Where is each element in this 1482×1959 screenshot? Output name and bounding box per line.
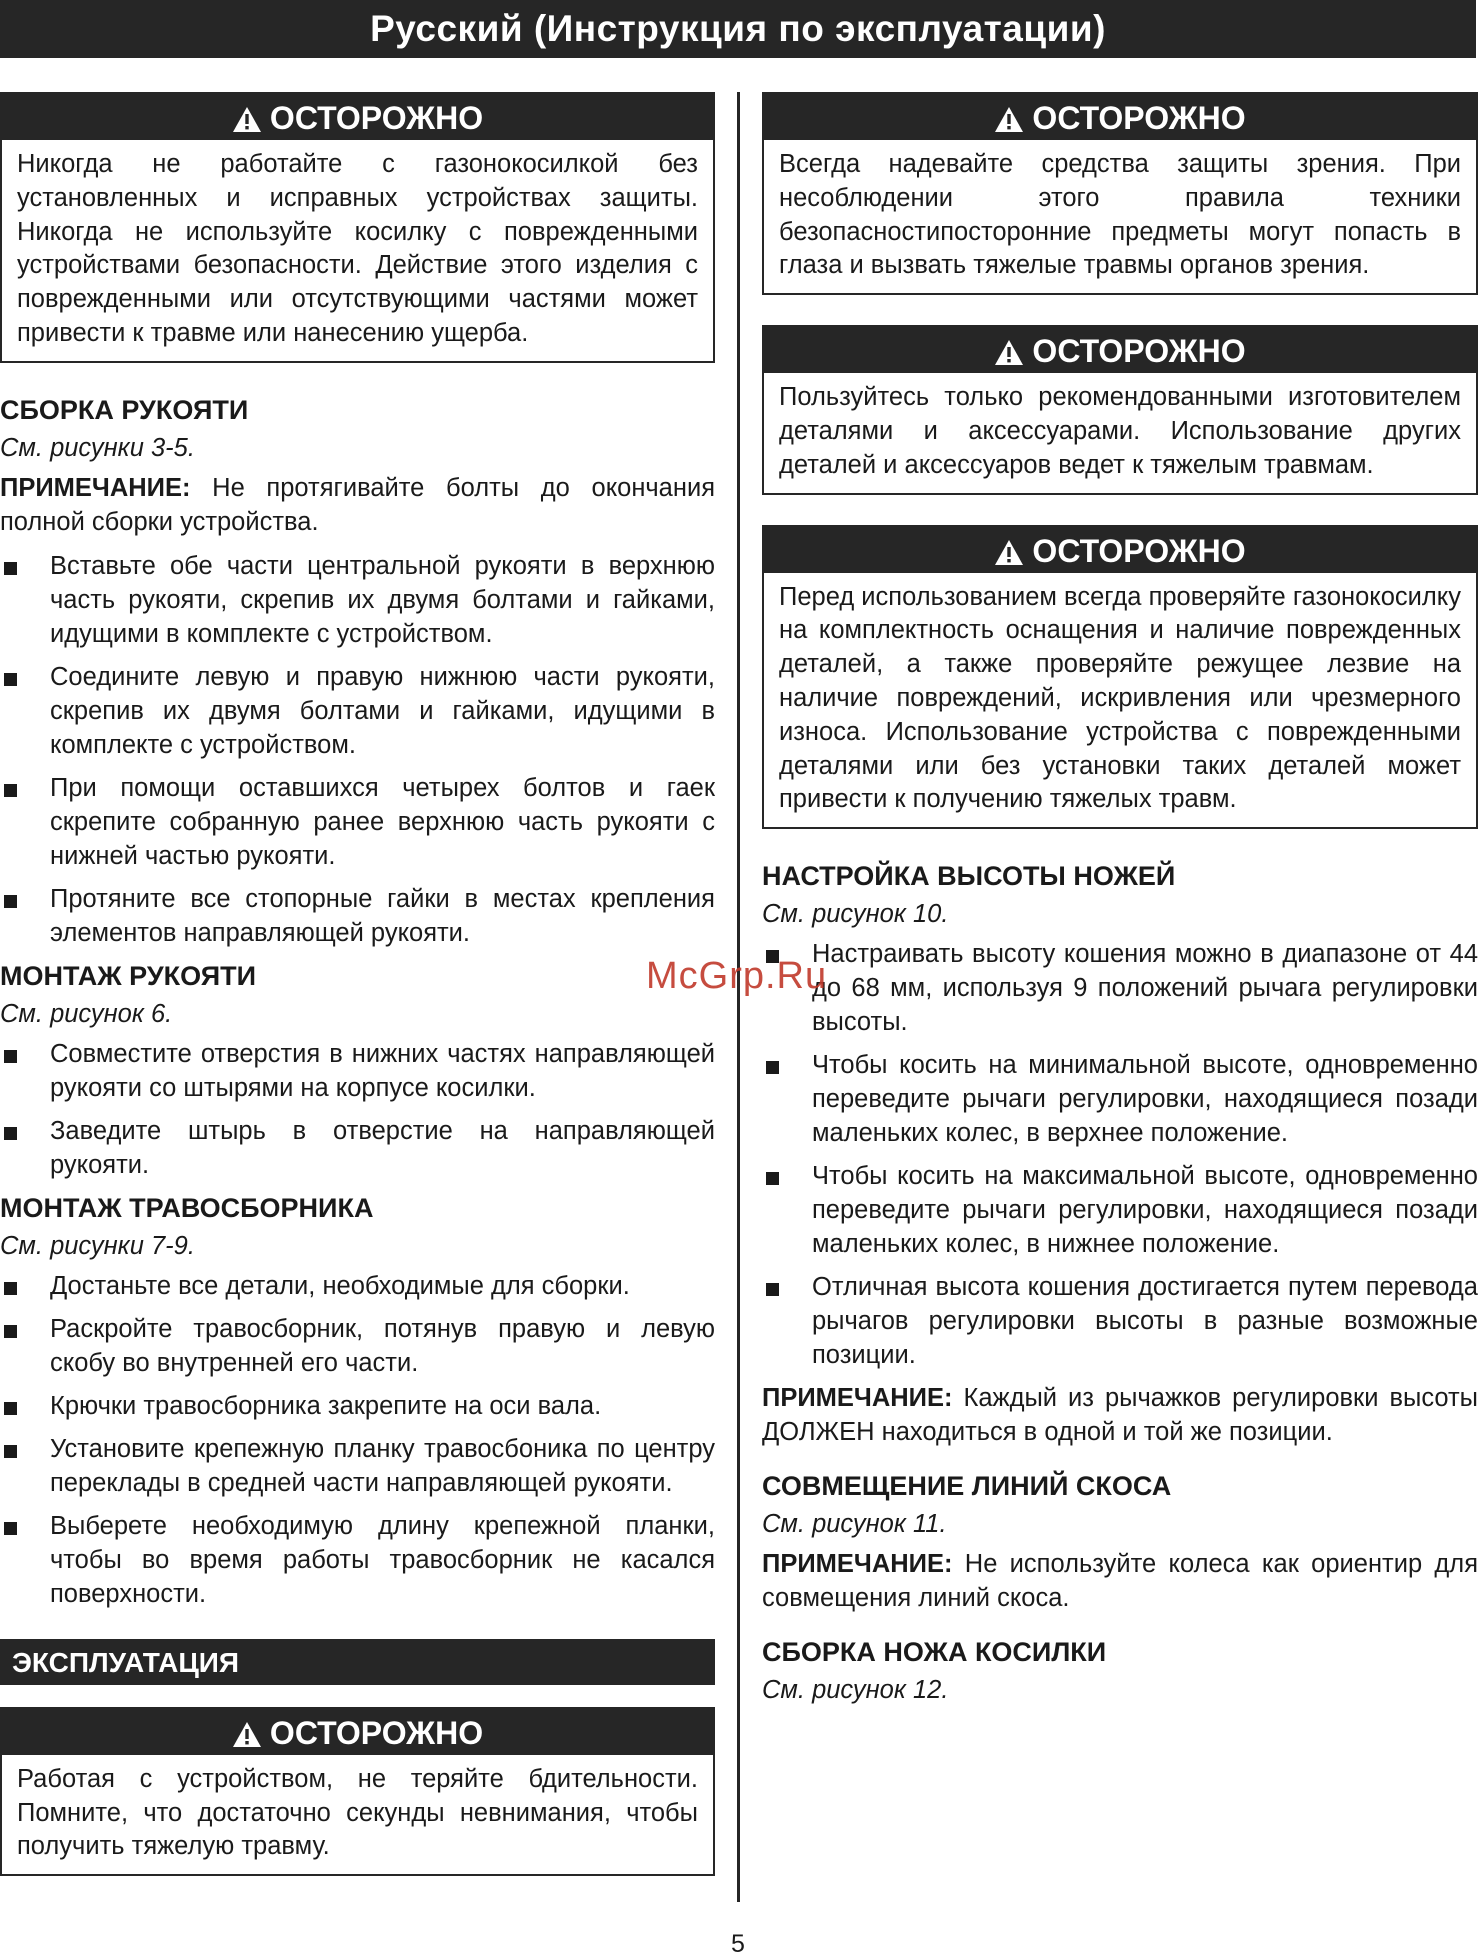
figure-reference: См. рисунки 3-5. [0, 433, 195, 462]
note-text: Не используйте колеса как ориентир для совмещения линий скоса. [762, 1550, 1478, 1613]
left-column [0, 92, 715, 1906]
note-paragraph [762, 1547, 1478, 1615]
list-item: Крючки травосборника закрепите на оси вала. [0, 1389, 715, 1423]
list-item: Совместите отверстия в нижних частях направляющей рукояти со штырями на корпусе косилки. [0, 1037, 715, 1105]
warning-label: ОСТОРОЖНО [1032, 100, 1246, 136]
square-bullet-icon [4, 1402, 17, 1415]
square-bullet-icon [766, 1172, 779, 1185]
figure-reference: См. рисунок 11. [762, 1510, 947, 1539]
list-item: Заведите штырь в отверстие на направляющей рукояти. [0, 1114, 715, 1182]
instruction-list [0, 1037, 715, 1182]
page-title: Русский (Инструкция по эксплуатации) [0, 0, 1476, 58]
square-bullet-icon [4, 1050, 17, 1063]
right-column [762, 92, 1478, 1713]
instruction-list [0, 549, 715, 950]
list-item: Раскройте травосборник, потянув правую и левую скобу во внутренней его части. [0, 1312, 715, 1380]
square-bullet-icon [4, 895, 17, 908]
section-heading-blade-assembly: СБОРКА НОЖА КОСИЛКИ [762, 1637, 1107, 1668]
square-bullet-icon [4, 1325, 17, 1338]
warning-box [762, 325, 1478, 494]
warning-text: Никогда не работайте с газонокосилкой без установленных и исправных устройствах защиты. Никогда не используйте косилку с поврежденными устройствами безопасности. Действие этого изделия с поврежденными или отсутствующими частями может привести к травме или нанесению ущерба. [17, 150, 698, 347]
list-item: При помощи оставшихся четырех болтов и гаек скрепите собранную ранее верхнюю часть рукояти с нижней частью рукояти. [0, 771, 715, 873]
note-text: Не протягивайте болты до окончания полной сборки устройства. [0, 473, 715, 536]
square-bullet-icon [4, 784, 17, 797]
list-item: Установите крепежную планку травосбоника по центру переклады в средней части направляющей рукояти. [0, 1432, 715, 1500]
note-label: ПРИМЕЧАНИЕ: [0, 473, 191, 502]
square-bullet-icon [766, 1283, 779, 1296]
warning-triangle-icon [232, 1721, 262, 1748]
section-heading-blade-height: НАСТРОЙКА ВЫСОТЫ НОЖЕЙ [762, 861, 1176, 892]
warning-triangle-icon [994, 539, 1024, 566]
warning-label: ОСТОРОЖНО [269, 100, 484, 136]
square-bullet-icon [4, 1445, 17, 1458]
note-label: ПРИМЕЧАНИЕ: [762, 1550, 953, 1579]
warning-header [2, 1709, 713, 1755]
warning-label: ОСТОРОЖНО [1032, 532, 1246, 569]
warning-header [764, 527, 1476, 573]
square-bullet-icon [4, 1522, 17, 1535]
list-item: Чтобы косить на минимальной высоте, одновременно переведите рычаги регулировки, находящиеся позади маленьких колес, в верхнее положение. [762, 1048, 1478, 1150]
warning-text: Всегда надевайте средства защиты зрения. При несоблюдении этого правила техники безопасностипосторонние предметы могут попасть в глаза и вызвать тяжелые травмы органов зрения. [779, 150, 1461, 280]
list-item: Отличная высота кошения достигается путем перевода рычагов регулировки высоты в разные возможные позиции. [762, 1270, 1478, 1372]
warning-box [762, 525, 1478, 830]
warning-box [0, 92, 715, 363]
square-bullet-icon [4, 1127, 17, 1140]
square-bullet-icon [4, 562, 17, 575]
list-item: Вставьте обе части центральной рукояти в верхнюю часть рукояти, скрепив их двумя болтами и гайками, идущими в комплекте с устройством. [0, 549, 715, 651]
figure-reference: См. рисунок 6. [0, 999, 173, 1028]
figure-reference: См. рисунки 7-9. [0, 1231, 195, 1260]
section-heading-bevel: СОВМЕЩЕНИЕ ЛИНИЙ СКОСА [762, 1471, 1172, 1502]
warning-box [0, 1707, 715, 1876]
warning-header [2, 94, 713, 140]
warning-text: Работая с устройством, не теряйте бдительности. Помните, что достаточно секунды невнимания, чтобы получить тяжелую травму. [17, 1764, 698, 1861]
figure-reference: См. рисунок 12. [762, 1676, 949, 1705]
warning-label: ОСТОРОЖНО [269, 1714, 484, 1751]
section-heading-grass-catcher: МОНТАЖ ТРАВОСБОРНИКА [0, 1192, 374, 1223]
note-text: Каждый из рычажков регулировки высоты ДОЛЖЕН находиться в одной и той же позиции. [762, 1384, 1478, 1447]
figure-reference: См. рисунок 10. [762, 900, 949, 929]
list-item: Соедините левую и правую нижнюю части рукояти, скрепив их двумя болтами и гайками, идущими в комплекте с устройством. [0, 660, 715, 762]
list-item: Достаньте все детали, необходимые для сборки. [0, 1269, 715, 1303]
note-paragraph [762, 1381, 1478, 1449]
square-bullet-icon [766, 1061, 779, 1074]
list-item: Чтобы косить на максимальной высоте, одновременно переведите рычаги регулировки, находящиеся позади маленьких колес, в нижнее положение. [762, 1159, 1478, 1261]
watermark: McGrp.Ru [646, 955, 828, 997]
square-bullet-icon [4, 1282, 17, 1295]
warning-triangle-icon [232, 106, 262, 133]
instruction-list [762, 937, 1478, 1372]
warning-label: ОСТОРОЖНО [1032, 333, 1246, 370]
note-label: ПРИМЕЧАНИЕ: [762, 1384, 953, 1413]
page-number: 5 [731, 1930, 745, 1958]
warning-text: Перед использованием всегда проверяйте газонокосилку на комплектность оснащения и наличие поврежденных деталей, а также проверяйте режущее лезвие на наличие повреждений, искривления или чрезмерного износа. Использование устройства с поврежденными деталями или без установки таких деталей может привести к получению тяжелых травм. [779, 582, 1461, 814]
list-item: Протяните все стопорные гайки в местах крепления элементов направляющей рукояти. [0, 882, 715, 950]
section-heading-handle-mount: МОНТАЖ РУКОЯТИ [0, 960, 257, 991]
square-bullet-icon [4, 673, 17, 686]
note-paragraph [0, 471, 715, 539]
instruction-list [0, 1269, 715, 1611]
warning-triangle-icon [994, 339, 1024, 366]
list-item: Выберете необходимую длину крепежной планки, чтобы во время работы травосборник не касался поверхности. [0, 1509, 715, 1611]
warning-text: Пользуйтесь только рекомендованными изготовителем деталями и аксессуарами. Использование других деталей и аксессуаров ведет к тяжелым травмам. [779, 383, 1461, 479]
warning-triangle-icon [994, 106, 1024, 133]
section-bar-operation: ЭКСПЛУАТАЦИЯ [0, 1639, 715, 1685]
warning-box [762, 92, 1478, 295]
warning-header [764, 327, 1476, 373]
list-item: Настраивать высоту кошения можно в диапазоне от 44 до 68 мм, используя 9 положений рычага регулировки высоты. [762, 937, 1478, 1039]
warning-header [764, 94, 1476, 140]
section-heading-handle-assembly: СБОРКА РУКОЯТИ [0, 394, 249, 425]
